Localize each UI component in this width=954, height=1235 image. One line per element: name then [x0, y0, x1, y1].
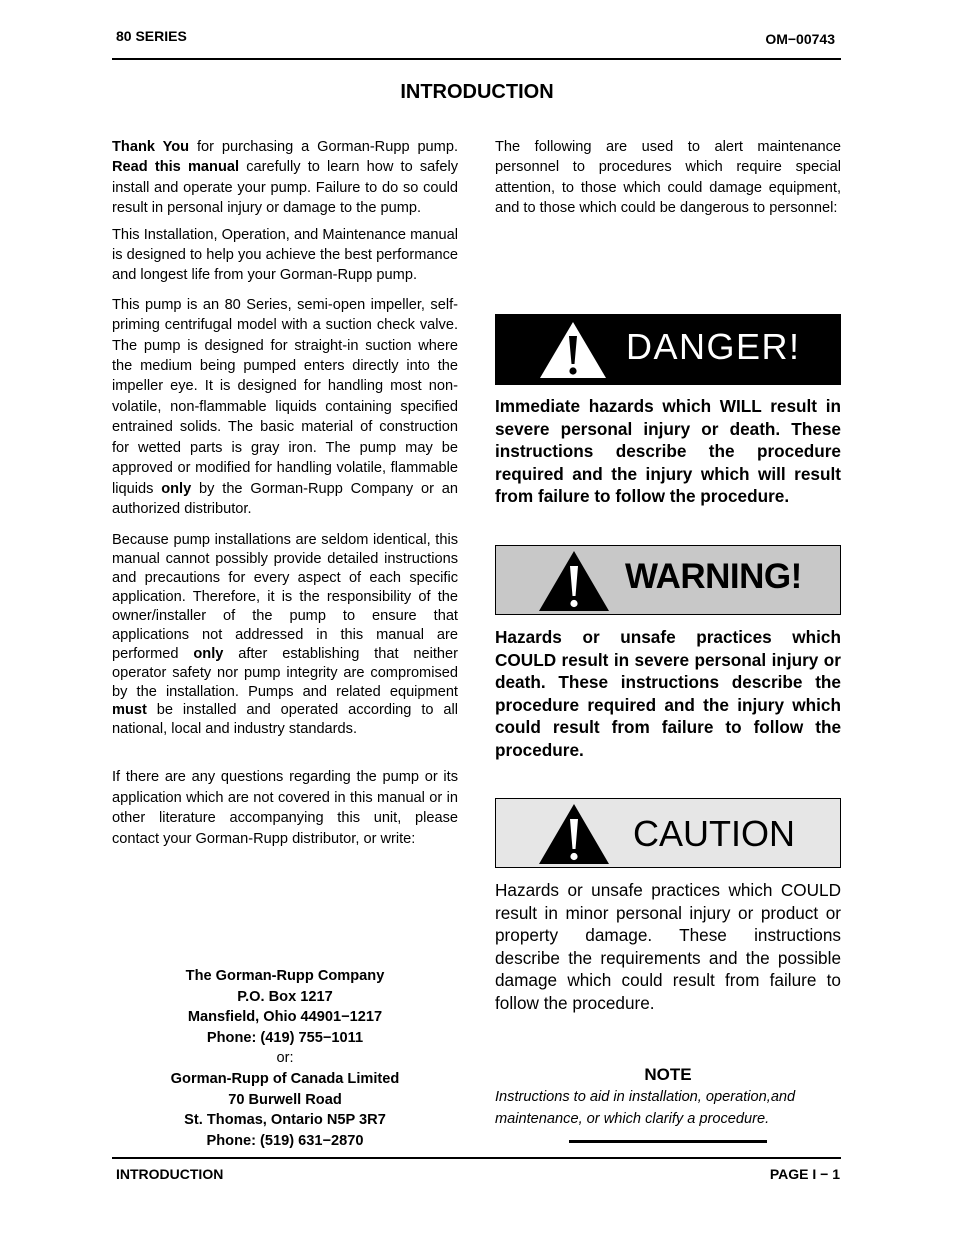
caution-sign [495, 798, 841, 868]
footer-page-number: PAGE I − 1 [769, 1166, 840, 1182]
address-phone-canada: Phone: (519) 631−2870 [206, 1132, 364, 1149]
address-company-canada: Gorman-Rupp of Canada Limited [170, 1070, 400, 1087]
address-block [112, 966, 458, 1151]
footer-section: INTRODUCTION [116, 1166, 224, 1182]
address-city: Mansfield, Ohio 44901−1217 [187, 1009, 383, 1026]
note-rule [569, 1140, 767, 1143]
footer-rule [112, 1157, 841, 1159]
paragraph-questions: If there are any questions regarding the pump or its application which are not covered in this manual or in other literature accompanying this unit, please contact your Gorman-Rupp distributor, or write: [112, 769, 458, 847]
page-title: INTRODUCTION [400, 81, 554, 103]
note-title: NOTE [644, 1065, 692, 1084]
alerts-intro: The following are used to alert maintenance personnel to procedures which require special attention, to those which could damage equipment, and to those which could be dangerous to personnel: [495, 139, 841, 217]
address-street-canada: 70 Burwell Road [228, 1091, 342, 1108]
address-po-box: P.O. Box 1217 [237, 988, 333, 1005]
address-city-canada: St. Thomas, Ontario N5P 3R7 [184, 1112, 386, 1129]
warning-triangle-icon [539, 321, 607, 379]
address-phone-us: Phone: (419) 755−1011 [206, 1029, 364, 1046]
warning-sign [495, 545, 841, 615]
warning-description: Hazards or unsafe practices which COULD result in severe personal injury or death. These instructions describe the procedure required and the injury which could result from failure to follow the procedure. [495, 627, 841, 760]
warning-label: WARNING! [625, 557, 802, 596]
header-document-number: OM−00743 [765, 31, 835, 47]
paragraph-thank-you: Thank You for purchasing a Gorman-Rupp pump. Read this manual carefully to learn how to safely install and operate your pump. Failure to do so could result in personal injury or damage to the pump. [112, 139, 459, 217]
danger-sign [495, 314, 841, 385]
address-or: or: [276, 1050, 294, 1067]
danger-description: Immediate hazards which WILL result in severe personal injury or death. These instructions describe the procedure required and the injury which will result from failure to follow the procedure. [495, 396, 841, 507]
warning-triangle-icon [538, 550, 610, 612]
address-company: The Gorman-Rupp Company [185, 968, 385, 984]
paragraph-installations: Because pump installations are seldom identical, this manual cannot possibly provide detailed instructions and precautions for every aspect of each specific application. Therefore, it is the responsibility of the owner/installer of the pump to ensure that applications not addressed in this manual are performed only after establishing that neither operator safety nor pump integrity are compromised by the installation. Pumps and related equipment must be installed and operated according to all national, local and industry standards. [112, 532, 458, 738]
caution-label: CAUTION [633, 813, 795, 854]
danger-label: DANGER! [626, 326, 801, 367]
warning-triangle-icon [538, 803, 610, 865]
left-column [112, 137, 458, 849]
paragraph-manual-purpose: This Installation, Operation, and Maintenance manual is designed to help you achieve the best performance and longest life from your Gorman-Rupp pump. [112, 226, 458, 284]
paragraph-pump-description: This pump is an 80 Series, semi-open impeller, self-priming centrifugal model with a suction check valve. The pump is designed for straight-in suction where the medium being pumped enters directly into the impeller eye. It is designed for handling most non-volatile, non-flammable liquids containing specified entrained solids. The basic material of construction for wetted parts is gray iron. The pump may be approved or modified for handling volatile, flammable liquids only by the Gorman-Rupp Company or an authorized distributor. [112, 296, 458, 517]
caution-description: Hazards or unsafe practices which COULD result in minor personal injury or product or property damage. These instructions describe the requirements and the possible damage which could result from failure to follow the procedure. [495, 880, 841, 1013]
header-series: 80 SERIES [116, 28, 187, 44]
note-text: Instructions to aid in installation, operation,and maintenance, or which clarify a procedure. [495, 1089, 796, 1127]
header-rule [112, 58, 841, 60]
